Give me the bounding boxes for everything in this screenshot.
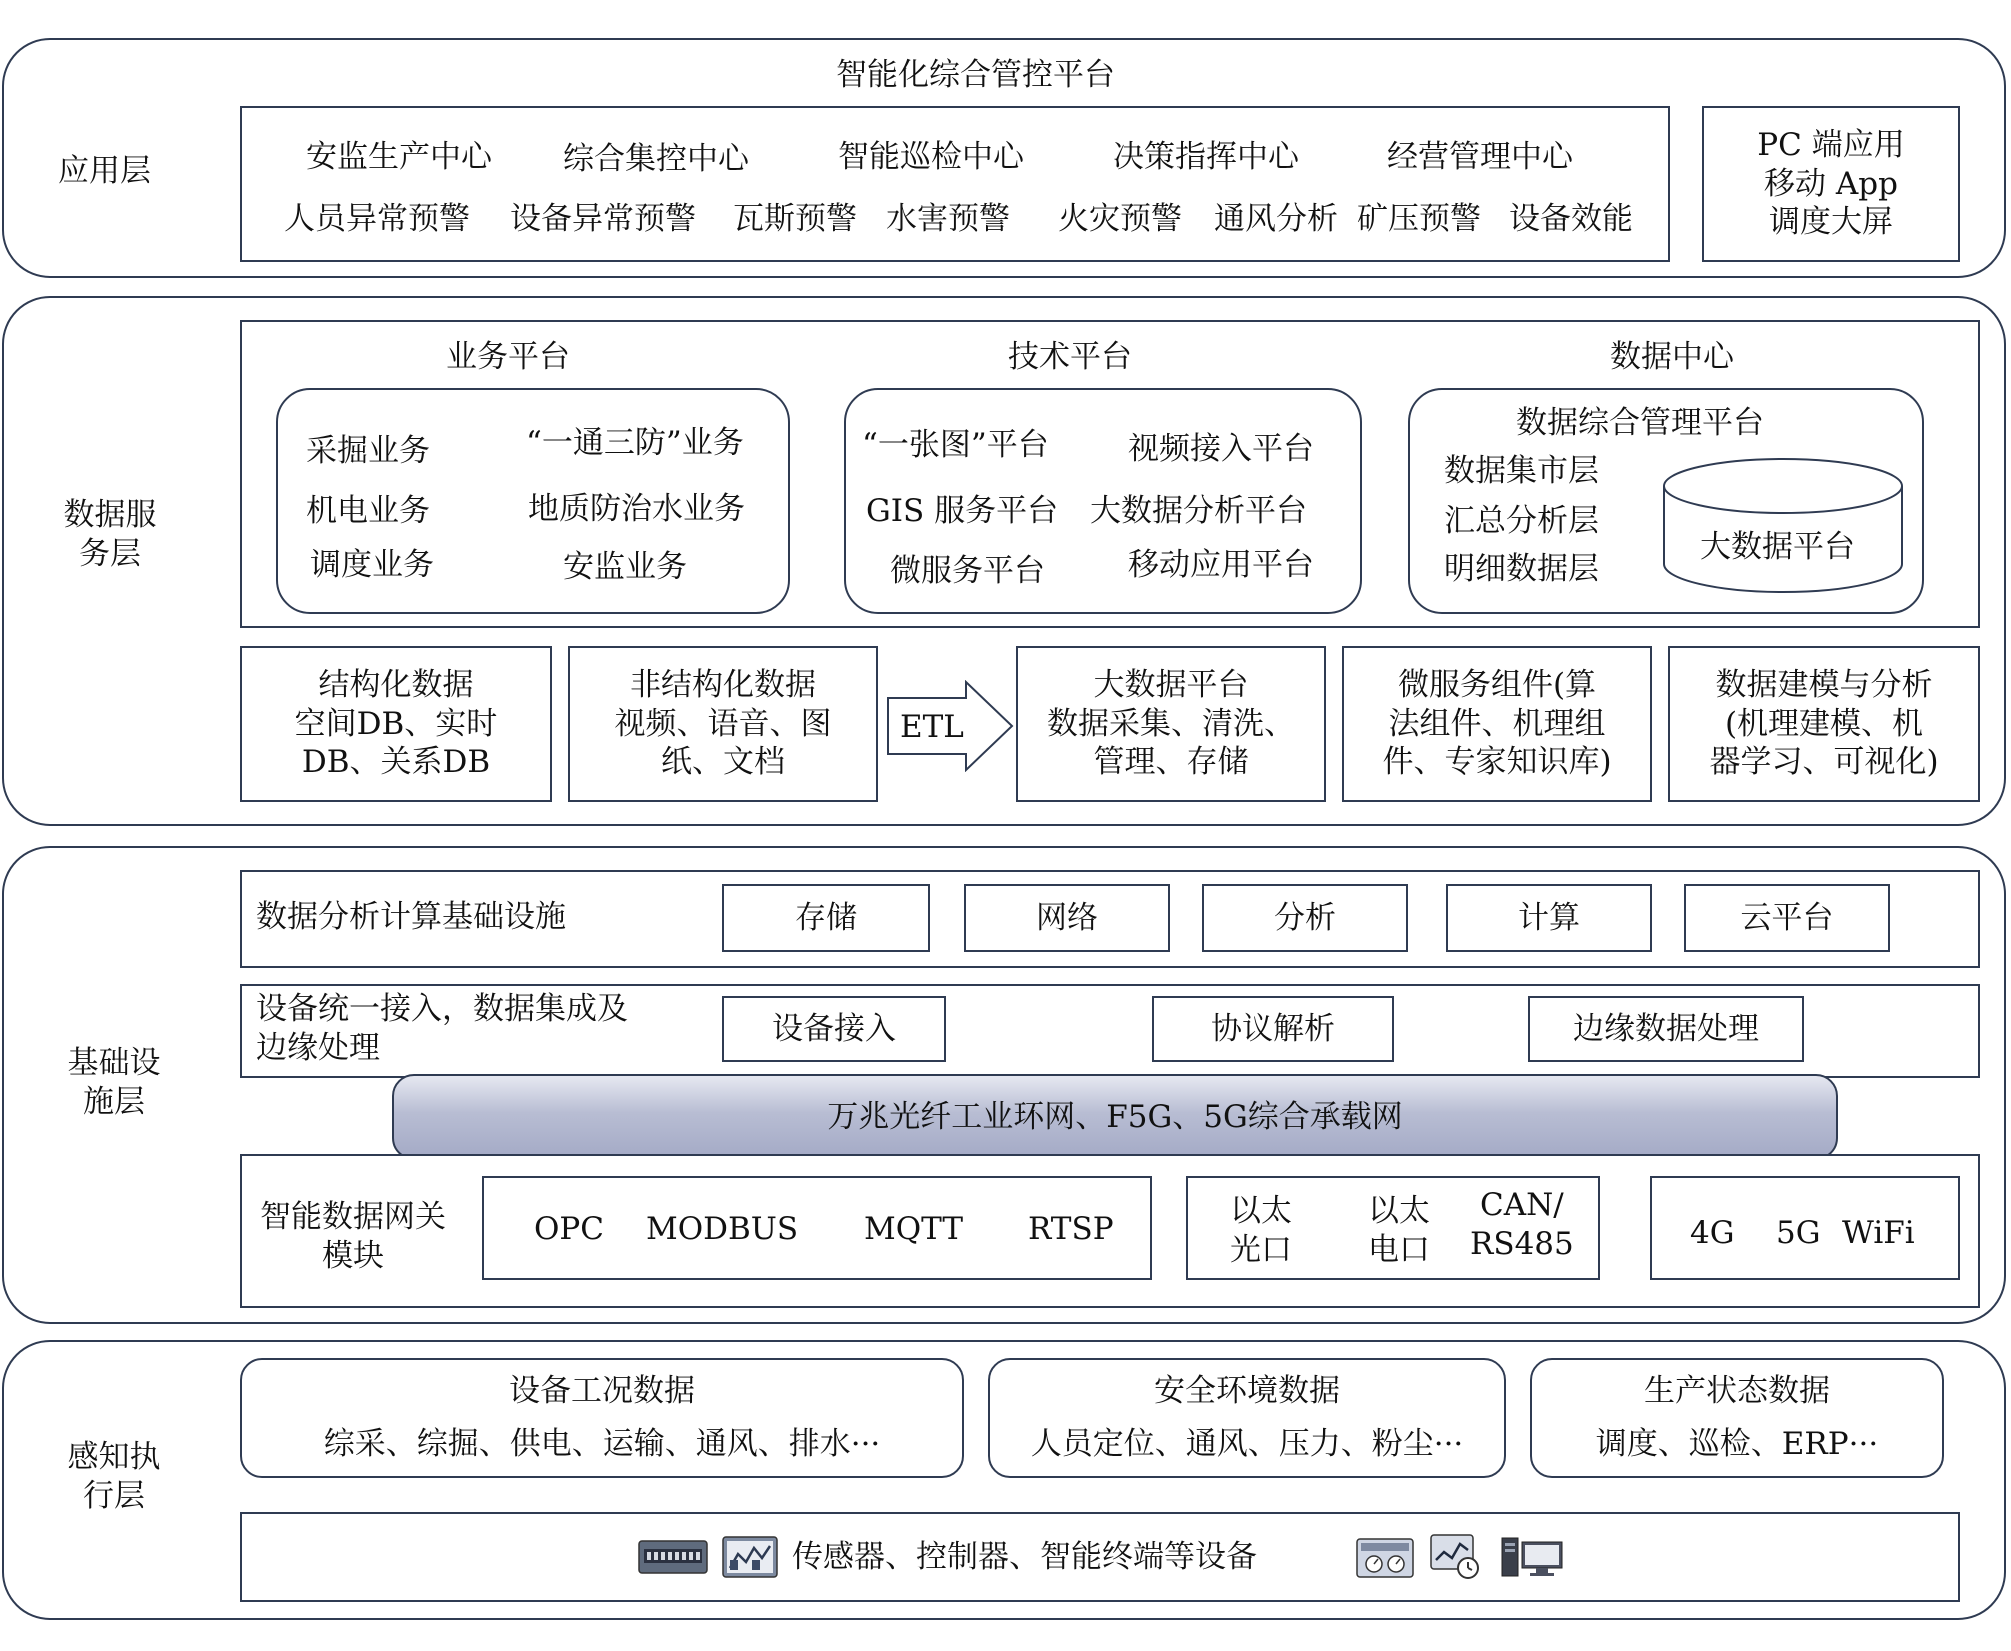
unstructured-data-box: 非结构化数据 视频、语音、图 纸、文档 — [568, 646, 878, 802]
client-pc: PC 端应用 — [1757, 126, 1905, 163]
wireless-item: WiFi — [1842, 1215, 1915, 1251]
computer-workstation-icon — [1500, 1536, 1564, 1578]
warning-item: 设备效能 — [1509, 201, 1633, 237]
access-item: 设备接入 — [722, 996, 946, 1062]
bigdata-platform-box: 大数据平台 数据采集、清洗、 管理、存储 — [1016, 646, 1326, 802]
tech-item: 大数据分析平台 — [1090, 493, 1307, 529]
compute-item: 分析 — [1202, 884, 1408, 952]
port-ethernet-electric: 以太 电口 — [1368, 1193, 1430, 1268]
data-level: 汇总分析层 — [1444, 503, 1599, 539]
center-item: 智能巡检中心 — [838, 139, 1024, 175]
compute-item: 云平台 — [1684, 884, 1890, 952]
infrastructure-layer-label: 基础设 施层 — [67, 1045, 161, 1120]
data-level: 数据集市层 — [1444, 453, 1599, 489]
tech-item: 视频接入平台 — [1128, 431, 1314, 467]
tech-item: 移动应用平台 — [1128, 547, 1314, 583]
microservice-box: 微服务组件(算 法组件、机理组 件、专家知识库) — [1342, 646, 1652, 802]
center-item: 经营管理中心 — [1387, 139, 1573, 175]
center-item: 安监生产中心 — [306, 139, 492, 175]
protocol-item: OPC — [534, 1211, 604, 1247]
protocol-item: RTSP — [1028, 1211, 1114, 1247]
equipment-data-box: 设备工况数据 综采、综掘、供电、运输、通风、排水··· — [240, 1358, 964, 1478]
client-screen: 调度大屏 — [1769, 204, 1893, 241]
protocol-item: MQTT — [864, 1211, 964, 1247]
tech-item: 微服务平台 — [890, 553, 1045, 589]
plc-module-icon — [638, 1537, 708, 1577]
warning-item: 瓦斯预警 — [733, 201, 857, 237]
data-center-title: 数据中心 — [1610, 339, 1734, 375]
data-center-subtitle: 数据综合管理平台 — [1516, 405, 1764, 441]
wireless-item: 5G — [1776, 1215, 1821, 1251]
safety-data-box: 安全环境数据 人员定位、通风、压力、粉尘··· — [988, 1358, 1506, 1478]
compute-item: 网络 — [964, 884, 1170, 952]
warning-item: 水害预警 — [886, 201, 1010, 237]
business-item: 地质防治水业务 — [528, 491, 745, 527]
tech-item: GIS 服务平台 — [866, 493, 1059, 529]
gateway-title: 智能数据网关 模块 — [260, 1199, 446, 1274]
compute-item: 存储 — [722, 884, 930, 952]
business-platform-title: 业务平台 — [446, 339, 570, 375]
application-layer-label: 应用层 — [58, 153, 151, 189]
structured-data-box: 结构化数据 空间DB、实时 DB、关系DB — [240, 646, 552, 802]
protocol-item: MODBUS — [646, 1211, 799, 1247]
compute-item: 计算 — [1446, 884, 1652, 952]
wireless-item: 4G — [1690, 1215, 1735, 1251]
access-item: 边缘数据处理 — [1528, 996, 1804, 1062]
production-data-box: 生产状态数据 调度、巡检、ERP··· — [1530, 1358, 1944, 1478]
warning-item: 矿压预警 — [1357, 201, 1481, 237]
business-item: 机电业务 — [306, 493, 430, 529]
warning-item: 火灾预警 — [1058, 201, 1182, 237]
cylinder-label: 大数据平台 — [1700, 529, 1855, 565]
access-title: 设备统一接入，数据集成及 边缘处理 — [256, 991, 628, 1066]
instrument-panel-icon — [1356, 1538, 1414, 1578]
center-item: 决策指挥中心 — [1113, 139, 1299, 175]
business-item: 安监业务 — [563, 549, 687, 585]
port-ethernet-optical: 以太 光口 — [1230, 1193, 1292, 1268]
network-band: 万兆光纤工业环网、F5G、5G综合承载网 — [392, 1074, 1838, 1160]
tech-platform-title: 技术平台 — [1008, 339, 1132, 375]
business-item: 采掘业务 — [306, 433, 430, 469]
devices-label: 传感器、控制器、智能终端等设备 — [792, 1539, 1257, 1575]
warning-item: 通风分析 — [1214, 201, 1338, 237]
warning-item: 人员异常预警 — [284, 201, 470, 237]
business-item: “一通三防”业务 — [526, 425, 744, 461]
warning-item: 设备异常预警 — [510, 201, 696, 237]
port-can-rs485: CAN/ RS485 — [1470, 1187, 1574, 1262]
industrial-controller-icon — [722, 1536, 778, 1578]
modeling-box: 数据建模与分析 (机理建模、机 器学习、可视化) — [1668, 646, 1980, 802]
monitor-chart-icon — [1430, 1534, 1480, 1580]
business-item: 调度业务 — [310, 547, 434, 583]
compute-title: 数据分析计算基础设施 — [256, 899, 566, 935]
perception-layer-label: 感知执 行层 — [67, 1439, 161, 1514]
platform-title: 智能化综合管控平台 — [836, 57, 1115, 93]
database-cylinder-icon — [1660, 456, 1906, 596]
center-item: 综合集控中心 — [563, 141, 749, 177]
etl-label: ETL — [900, 709, 964, 745]
data-level: 明细数据层 — [1444, 551, 1599, 587]
client-mobile: 移动 App — [1764, 165, 1898, 202]
access-item: 协议解析 — [1152, 996, 1394, 1062]
data-service-layer-label: 数据服 务层 — [63, 497, 157, 572]
tech-item: “一张图”平台 — [862, 427, 1049, 463]
client-apps-box — [1702, 106, 1960, 262]
